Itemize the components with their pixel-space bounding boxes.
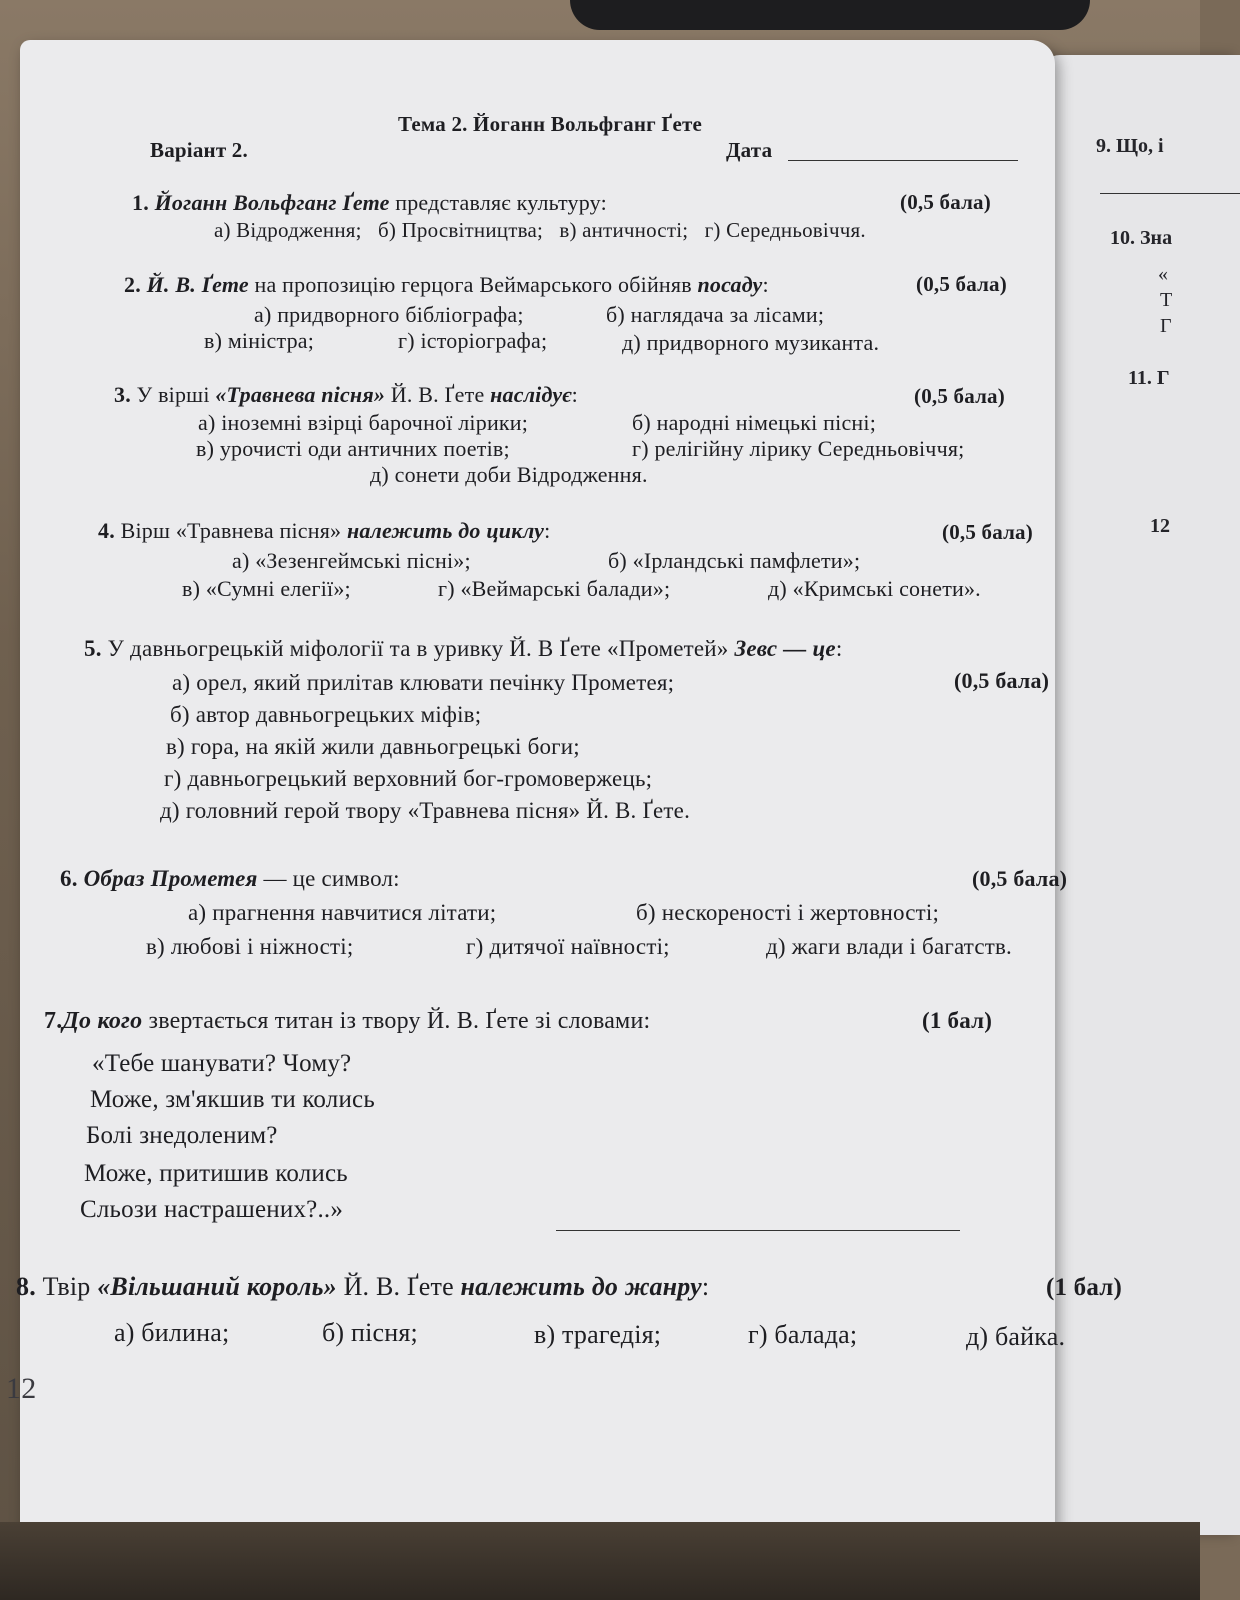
q8-points: (1 бал) xyxy=(1046,1274,1123,1301)
q8-number: 8. xyxy=(16,1272,36,1301)
q3-option-b[interactable]: б) народні німецькі пісні; xyxy=(632,410,877,435)
q2-points: (0,5 бала) xyxy=(916,272,1007,296)
date-answer-line[interactable] xyxy=(788,160,1018,161)
q4-number: 4. xyxy=(98,518,115,543)
q6-number: 6. xyxy=(60,866,78,891)
q8-option-c[interactable]: в) трагедія; xyxy=(534,1320,662,1349)
q8-option-b[interactable]: б) пісня; xyxy=(322,1318,418,1347)
question-3 xyxy=(114,382,578,408)
q7-verse-line-2: Може, зм'якшив ти колись xyxy=(90,1086,375,1113)
q8-text-b: Й. В. Ґете xyxy=(336,1272,461,1301)
q5-option-c[interactable]: в) гора, на якій жили давньогрецькі боги; xyxy=(166,734,580,759)
q7-verse-line-5: Сльози настрашених?..» xyxy=(80,1196,344,1223)
question-2 xyxy=(124,272,769,298)
question-1 xyxy=(132,190,607,216)
variant-label: Варіант 2. xyxy=(150,138,248,162)
page-number: 12 xyxy=(6,1372,37,1405)
date-label: Дата xyxy=(726,138,773,162)
question-4 xyxy=(98,518,550,544)
q7-verse-line-3: Болі знедоленим? xyxy=(86,1122,278,1149)
worksheet-page xyxy=(6,40,1123,1540)
q2-text-em: посаду xyxy=(697,272,763,297)
q7-points: (1 бал) xyxy=(922,1008,993,1033)
q6-subject: Образ Прометея xyxy=(83,866,258,891)
right-q10: 10. Зна xyxy=(1110,227,1173,249)
q8-text-c: : xyxy=(701,1272,710,1301)
q2-option-a[interactable]: а) придворного бібліографа; xyxy=(254,302,524,327)
question-7 xyxy=(44,1008,650,1035)
q4-text-em: належить до циклу xyxy=(346,518,545,543)
right-q10-line2: Т xyxy=(1160,289,1173,311)
q2-text-a: на пропозицію герцога Веймарського обійняв xyxy=(248,272,698,297)
q3-text-a: У вірші xyxy=(130,382,216,407)
q7-subject: До кого xyxy=(62,1008,143,1034)
q4-option-b[interactable]: б) «Ірландські памфлети»; xyxy=(608,548,861,573)
q4-option-a[interactable]: а) «Зезенгеймські пісні»; xyxy=(232,548,471,573)
tablet-device xyxy=(570,0,1090,30)
q6-option-e[interactable]: д) жаги влади і багатств. xyxy=(766,934,1013,959)
q2-subject: Й. В. Ґете xyxy=(146,272,249,297)
q6-option-a[interactable]: а) прагнення навчитися літати; xyxy=(188,900,497,925)
q5-option-d[interactable]: г) давньогрецький верховний бог-громовержець; xyxy=(164,766,653,791)
q2-option-d[interactable]: г) історіографа; xyxy=(398,328,548,353)
q4-option-d[interactable]: г) «Веймарські балади»; xyxy=(438,576,671,601)
q2-number: 2. xyxy=(124,272,141,297)
question-8 xyxy=(16,1272,709,1302)
q7-verse-line-4: Може, притишив колись xyxy=(84,1160,348,1187)
q6-option-d[interactable]: г) дитячої наївності; xyxy=(466,934,670,959)
q3-title: «Травнева пісня» xyxy=(215,382,386,407)
q8-option-e[interactable]: д) байка. xyxy=(966,1322,1066,1351)
q1-points: (0,5 бала) xyxy=(900,190,991,214)
q3-option-e[interactable]: д) сонети доби Відродження. xyxy=(370,462,648,487)
q1-subject: Йоганн Вольфганг Ґете xyxy=(154,190,390,215)
q3-number: 3. xyxy=(114,382,131,407)
q4-option-c[interactable]: в) «Сумні елегії»; xyxy=(182,576,351,601)
q8-option-a[interactable]: а) билина; xyxy=(114,1318,230,1347)
q5-text-b: : xyxy=(835,636,843,661)
q6-option-b[interactable]: б) нескореності і жертовності; xyxy=(636,900,940,925)
q5-option-b[interactable]: б) автор давньогрецьких міфів; xyxy=(170,702,482,727)
q4-points: (0,5 бала) xyxy=(942,520,1033,544)
q4-text-b: : xyxy=(544,518,551,543)
q5-option-e[interactable]: д) головний герой твору «Травнева пісня» Й. В. Ґете. xyxy=(160,798,691,823)
q5-text-a: У давньогрецькій міфології та в уривку Й. В Ґете «Прометей» xyxy=(101,636,735,661)
right-q12: 12 xyxy=(1150,515,1170,537)
right-q9: 9. Що, і xyxy=(1096,135,1164,157)
q8-text-a: Твір xyxy=(35,1272,98,1301)
q2-option-b[interactable]: б) наглядача за лісами; xyxy=(606,302,825,327)
q7-number: 7. xyxy=(44,1008,63,1034)
q1-text: представляє культуру: xyxy=(389,190,607,215)
q3-points: (0,5 бала) xyxy=(914,384,1005,408)
q3-text-b: Й. В. Ґете xyxy=(385,382,491,407)
right-q11: 11. Г xyxy=(1128,367,1170,389)
q3-option-d[interactable]: г) релігійну лірику Середньовіччя; xyxy=(632,436,965,461)
q5-option-a[interactable]: а) орел, який прилітав клювати печінку Прометея; xyxy=(172,670,675,695)
q4-text-a: Вірш «Травнева пісня» xyxy=(114,518,347,543)
q6-points: (0,5 бала) xyxy=(972,866,1068,891)
right-q10-line3: Г xyxy=(1160,315,1172,337)
q1-options[interactable]: а) Відродження; б) Просвітництва; в) античності; г) Середньовіччя. xyxy=(214,218,866,242)
q3-text-c: : xyxy=(571,382,578,407)
question-5 xyxy=(84,636,842,662)
q4-option-e[interactable]: д) «Кримські сонети». xyxy=(768,576,981,601)
q3-option-a[interactable]: а) іноземні взірці барочної лірики; xyxy=(198,410,529,435)
page-title: Тема 2. Йоганн Вольфганг Ґете xyxy=(398,112,703,136)
q2-text-b: : xyxy=(762,272,769,297)
q8-option-d[interactable]: г) балада; xyxy=(748,1320,858,1349)
right-page xyxy=(1040,55,1240,1535)
table-edge xyxy=(0,1522,1200,1600)
q5-text-em: Зевс — це xyxy=(734,636,836,661)
right-answer-line xyxy=(1100,193,1240,194)
q3-option-c[interactable]: в) урочисті оди античних поетів; xyxy=(196,436,510,461)
q8-title: «Вільшаний король» xyxy=(97,1272,337,1301)
q7-text: звертається титан із твору Й. В. Ґете зі словами: xyxy=(142,1008,651,1034)
q2-option-c[interactable]: в) міністра; xyxy=(204,328,315,353)
q6-option-c[interactable]: в) любові і ніжності; xyxy=(146,934,354,959)
right-q10-line1: « xyxy=(1158,263,1168,285)
q3-text-em: наслідує xyxy=(490,382,572,407)
q8-text-em: належить до жанру xyxy=(460,1272,702,1301)
question-6 xyxy=(60,866,400,892)
q7-verse-line-1: «Тебе шанувати? Чому? xyxy=(92,1050,352,1077)
q2-option-e[interactable]: д) придворного музиканта. xyxy=(622,330,880,355)
q1-number: 1. xyxy=(132,190,149,215)
q7-answer-line[interactable] xyxy=(556,1230,960,1231)
q5-number: 5. xyxy=(84,636,102,661)
q5-points: (0,5 бала) xyxy=(954,668,1050,693)
q6-text: — це символ: xyxy=(257,866,400,891)
